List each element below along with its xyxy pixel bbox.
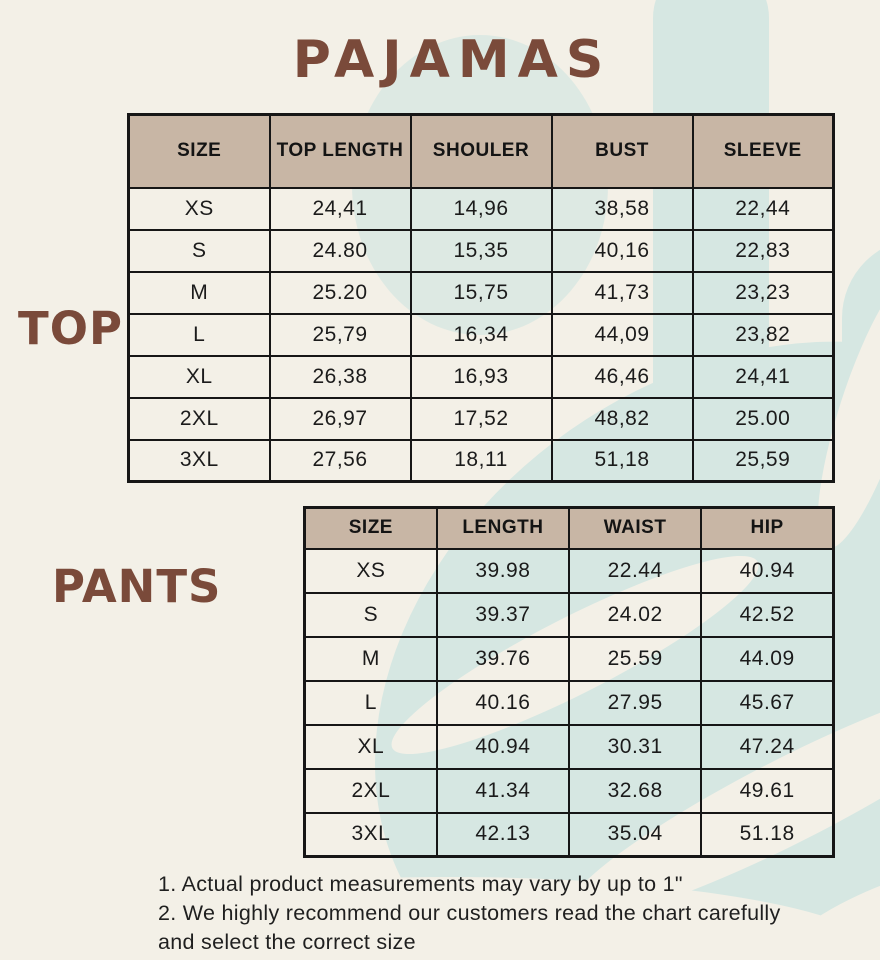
measurement-cell: 51.18	[701, 813, 833, 857]
measurement-cell: 25.20	[270, 272, 411, 314]
measurement-cell: 14,96	[411, 188, 552, 230]
measurement-cell: 41,73	[552, 272, 693, 314]
size-row	[129, 440, 834, 482]
size-row	[305, 813, 834, 857]
size-row	[305, 637, 834, 681]
measurement-cell: 25,79	[270, 314, 411, 356]
measurement-cell: 18,11	[411, 440, 552, 482]
column-header: HIP	[701, 508, 833, 549]
size-row	[305, 725, 834, 769]
measurement-cell: 49.61	[701, 769, 833, 813]
size-row	[129, 314, 834, 356]
measurement-cell: 23,23	[693, 272, 834, 314]
measurement-cell: 40.94	[437, 725, 569, 769]
column-header: BUST	[552, 115, 693, 188]
measurement-cell: 23,82	[693, 314, 834, 356]
size-cell: XS	[129, 188, 270, 230]
column-header: WAIST	[569, 508, 701, 549]
measurement-cell: 17,52	[411, 398, 552, 440]
measurement-cell: 40.94	[701, 549, 833, 593]
size-row	[305, 769, 834, 813]
measurement-cell: 22,44	[693, 188, 834, 230]
size-row	[129, 188, 834, 230]
measurement-cell: 24,41	[270, 188, 411, 230]
size-cell: 2XL	[129, 398, 270, 440]
column-header: LENGTH	[437, 508, 569, 549]
top-size-table	[127, 113, 835, 483]
measurement-cell: 22.44	[569, 549, 701, 593]
size-cell: XL	[305, 725, 437, 769]
measurement-cell: 22,83	[693, 230, 834, 272]
size-cell: L	[129, 314, 270, 356]
pants-section-label: PANTS	[52, 560, 222, 613]
note-line-3: and select the correct size	[158, 930, 416, 954]
measurement-cell: 39.76	[437, 637, 569, 681]
column-header: TOP LENGTH	[270, 115, 411, 188]
measurement-cell: 41.34	[437, 769, 569, 813]
size-cell: M	[129, 272, 270, 314]
measurement-cell: 30.31	[569, 725, 701, 769]
measurement-cell: 27.95	[569, 681, 701, 725]
measurement-cell: 15,75	[411, 272, 552, 314]
size-cell: 3XL	[129, 440, 270, 482]
measurement-cell: 25.00	[693, 398, 834, 440]
measurement-cell: 39.98	[437, 549, 569, 593]
measurement-cell: 27,56	[270, 440, 411, 482]
size-row	[129, 356, 834, 398]
measurement-cell: 25,59	[693, 440, 834, 482]
measurement-cell: 16,93	[411, 356, 552, 398]
measurement-cell: 38,58	[552, 188, 693, 230]
header-row	[305, 508, 834, 549]
notes	[158, 870, 781, 957]
measurement-cell: 42.52	[701, 593, 833, 637]
measurement-cell: 51,18	[552, 440, 693, 482]
measurement-cell: 35.04	[569, 813, 701, 857]
size-cell: 3XL	[305, 813, 437, 857]
size-row	[129, 272, 834, 314]
column-header: SHOULER	[411, 115, 552, 188]
note-line-2: 2. We highly recommend our customers read the chart carefully	[158, 901, 781, 925]
measurement-cell: 16,34	[411, 314, 552, 356]
pants-size-table	[303, 506, 835, 858]
header-row	[129, 115, 834, 188]
top-section-label: TOP	[18, 302, 123, 355]
measurement-cell: 26,97	[270, 398, 411, 440]
measurement-cell: 24.80	[270, 230, 411, 272]
measurement-cell: 46,46	[552, 356, 693, 398]
measurement-cell: 24.02	[569, 593, 701, 637]
size-cell: L	[305, 681, 437, 725]
size-cell: XL	[129, 356, 270, 398]
measurement-cell: 26,38	[270, 356, 411, 398]
size-cell: S	[305, 593, 437, 637]
size-cell: 2XL	[305, 769, 437, 813]
size-row	[305, 593, 834, 637]
measurement-cell: 25.59	[569, 637, 701, 681]
size-row	[305, 681, 834, 725]
measurement-cell: 15,35	[411, 230, 552, 272]
measurement-cell: 45.67	[701, 681, 833, 725]
size-row	[305, 549, 834, 593]
measurement-cell: 47.24	[701, 725, 833, 769]
measurement-cell: 40,16	[552, 230, 693, 272]
measurement-cell: 48,82	[552, 398, 693, 440]
measurement-cell: 24,41	[693, 356, 834, 398]
measurement-cell: 42.13	[437, 813, 569, 857]
size-cell: S	[129, 230, 270, 272]
size-cell: XS	[305, 549, 437, 593]
column-header: SIZE	[305, 508, 437, 549]
measurement-cell: 40.16	[437, 681, 569, 725]
size-cell: M	[305, 637, 437, 681]
measurement-cell: 32.68	[569, 769, 701, 813]
note-line-1: 1. Actual product measurements may vary by up to 1"	[158, 872, 683, 896]
column-header: SLEEVE	[693, 115, 834, 188]
measurement-cell: 39.37	[437, 593, 569, 637]
size-row	[129, 230, 834, 272]
size-row	[129, 398, 834, 440]
page-title: PAJAMAS	[292, 30, 612, 90]
column-header: SIZE	[129, 115, 270, 188]
measurement-cell: 44.09	[701, 637, 833, 681]
measurement-cell: 44,09	[552, 314, 693, 356]
